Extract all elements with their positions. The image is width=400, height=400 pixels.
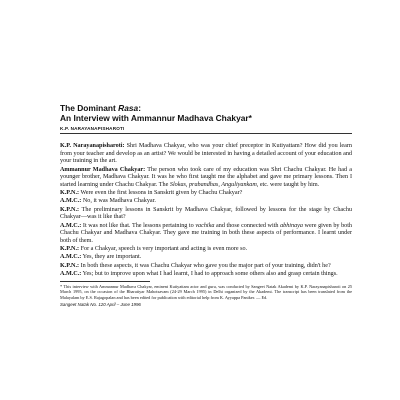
footnote: * This interview with Ammannur Madhava Chakyar, eminent Kutiyattam actor and guru, was conducted by Sangeet Natak Akademi by K.P. Narayanapisharoti on 25 March 1995, on the occasion of the Bharatiyar Mahotsavam (24-29 March 1995) in Delhi organized by the Akademi. The transcript has been translated from the Malayalam by E.S. Rajagopalan and has been edited for publication with editorial help from K. Ayyappa Paniker. — Ed.	[60, 283, 352, 300]
interview-paragraph	[60, 167, 352, 190]
speaker-label: Ammannur Madhava Chakyar:	[60, 166, 146, 173]
author-byline: K.P. NARAYANAPISHAROTI	[60, 126, 352, 134]
paragraph-text: Shri Madhava Chakyar, who was your chief preceptor in Kutiyattam? How did you learn from your teacher and develop as an artist? We would be interested in having a detailed account of your education and your training in the art.	[60, 143, 352, 165]
speaker-label: A.M.C.:	[60, 198, 82, 205]
italic-term: vachika	[195, 222, 215, 229]
speaker-label: A.M.C.:	[60, 270, 82, 277]
paragraph-text: Were even the first lessons in Sanskrit given by Chachu Chakyar?	[79, 190, 243, 197]
footnote-rule	[60, 281, 150, 282]
italic-term: abhinaya	[280, 222, 303, 229]
interview-paragraph	[60, 246, 352, 254]
interview-paragraph	[60, 207, 352, 222]
speaker-label: K.P.N.:	[60, 262, 80, 269]
paragraph-text: Yes, they are important.	[81, 254, 142, 261]
interview-paragraph	[60, 190, 352, 198]
paragraph-text: were given by both Chachu Chakyar and Madhava Chakyar. They gave me training in both these aspects of performance. I learnt under both of them.	[60, 222, 352, 244]
paragraph-text: No, it was Madhava Chakyar.	[81, 198, 156, 205]
paragraph-text: The preliminary lessons in Sanskrit by Madhava Chakyar, followed by lessons for the stage by Chachu Chakyar—was it like that?	[60, 206, 352, 221]
title-line2: An Interview with Ammannur Madhava Chakyar*	[60, 112, 252, 123]
article-page	[60, 104, 352, 307]
paragraph-text: In both these aspects, it was Chachu Chakyar who gave you the major part of your training, didn't he?	[79, 262, 331, 269]
paragraph-text: and those connected with	[214, 222, 281, 229]
speaker-label: K.P.N.:	[60, 206, 80, 213]
interview-paragraph	[60, 254, 352, 262]
paragraph-text: Yes; but to improve upon what I had learnt, I had to approach some others also and grasp certain things.	[81, 270, 338, 277]
paragraph-text: The person who took care of my education was Shri Chachu Chakyar. He had a younger brother, Madhava Chakyar. It was he who first taught me the alphabet and gave me primary lessons. Then I started learning under Chachu Chakyar. The	[60, 166, 352, 189]
interview-paragraph	[60, 271, 352, 279]
speaker-label: A.M.C.:	[60, 222, 82, 229]
interview-body	[60, 143, 352, 278]
interview-paragraph	[60, 198, 352, 206]
interview-paragraph	[60, 263, 352, 271]
speaker-label: K.P. Narayanapisharoti:	[60, 143, 125, 149]
title-suffix: :	[138, 103, 141, 113]
article-title	[60, 104, 352, 123]
paragraph-text: For a Chakyar, speech is very important and acting is even more so.	[79, 246, 248, 253]
title-italic: Rasa	[118, 103, 139, 113]
interview-paragraph	[60, 223, 352, 246]
title-prefix: The Dominant	[60, 103, 119, 113]
paragraph-text: It was not like that. The lessons pertaining to	[81, 222, 196, 229]
journal-footer: Sangeet Natak No. 120 April – June 1996	[60, 302, 141, 308]
italic-term: Slokas, prabandhas, Anguliyankam,	[169, 182, 259, 189]
speaker-label: K.P.N.:	[60, 190, 80, 197]
interview-paragraph	[60, 143, 352, 166]
speaker-label: A.M.C.:	[60, 254, 82, 261]
paragraph-text: etc. were taught by him.	[258, 182, 320, 189]
speaker-label: K.P.N.:	[60, 246, 80, 253]
